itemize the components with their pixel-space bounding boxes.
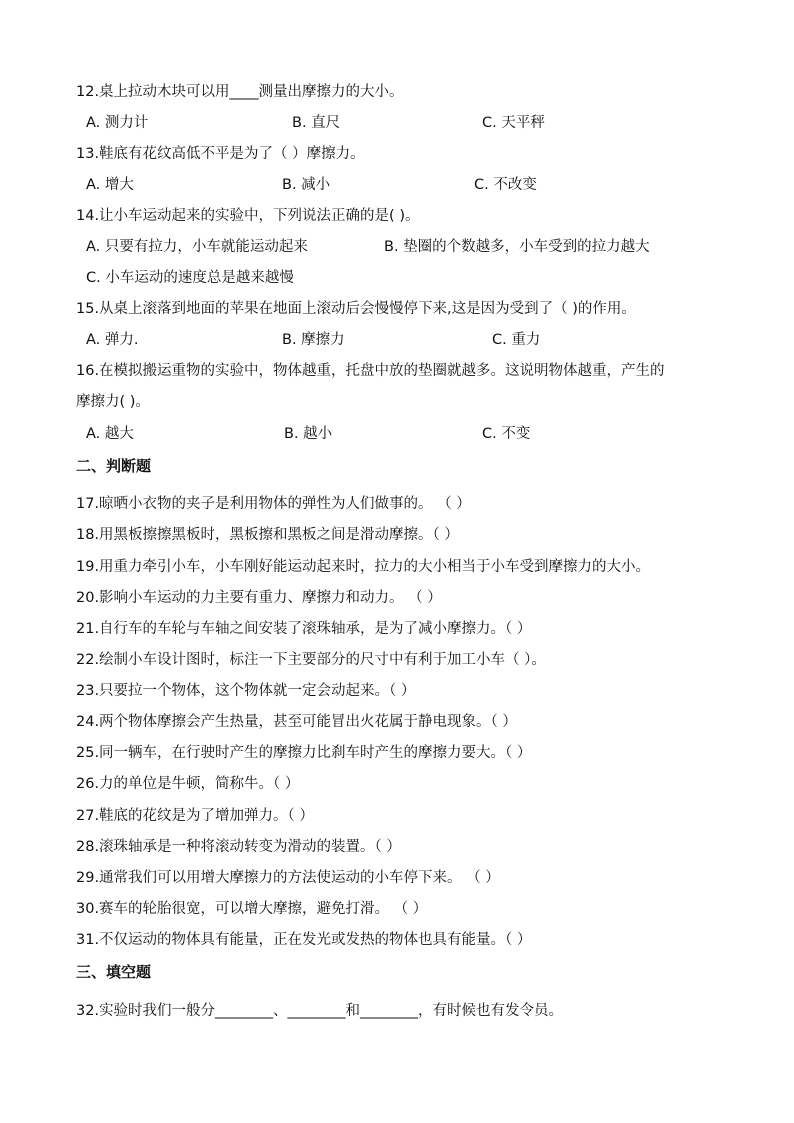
q15-option-c: C. 重力 bbox=[492, 332, 541, 348]
question-25: 25.同一辆车，在行驶时产生的摩擦力比刹车时产生的摩擦力要大。（ ） bbox=[76, 745, 532, 761]
question-27: 27.鞋底的花纹是为了增加弹力。（ ） bbox=[76, 808, 314, 824]
q16-option-c: C. 不变 bbox=[482, 426, 531, 442]
question-31: 31.不仅运动的物体具有能量，正在发光或发热的物体也具有能量。（ ） bbox=[76, 932, 532, 948]
q12-option-b: B. 直尺 bbox=[292, 115, 341, 131]
q13-option-a: A. 增大 bbox=[86, 177, 134, 193]
question-14: 14.让小车运动起来的实验中，下列说法正确的是( )。 bbox=[76, 208, 420, 224]
question-21: 21.自行车的车轮与车轴之间安装了滚珠轴承，是为了减小摩擦力。（ ） bbox=[76, 621, 532, 637]
question-18: 18.用黑板擦擦黑板时，黑板擦和黑板之间是滑动摩擦。（ ） bbox=[76, 527, 459, 543]
question-26: 26.力的单位是牛顿，简称牛。（ ） bbox=[76, 776, 300, 792]
q15-option-b: B. 摩擦力 bbox=[282, 332, 345, 348]
question-12: 12.桌上拉动木块可以用____测量出摩擦力的大小。 bbox=[76, 84, 404, 100]
section-heading-fill-blank: 三、填空题 bbox=[76, 963, 152, 981]
question-29: 29.通常我们可以用增大摩擦力的方法使运动的小车停下来。 （ ） bbox=[76, 870, 500, 886]
question-20: 20.影响小车运动的力主要有重力、摩擦力和动力。 （ ） bbox=[76, 590, 442, 606]
question-15: 15.从桌上滚落到地面的苹果在地面上滚动后会慢慢停下来,这是因为受到了（ )的作用。 bbox=[76, 301, 636, 317]
q16-option-b: B. 越小 bbox=[284, 426, 333, 442]
q13-option-c: C. 不改变 bbox=[474, 177, 537, 193]
question-19: 19.用重力牵引小车，小车刚好能运动起来时，拉力的大小相当于小车受到摩擦力的大小。 bbox=[76, 559, 651, 575]
q13-option-b: B. 减小 bbox=[282, 177, 331, 193]
q15-option-a: A. 弹力. bbox=[86, 332, 139, 348]
q12-option-c: C. 天平秤 bbox=[482, 115, 545, 131]
question-16-line1: 16.在模拟搬运重物的实验中，物体越重，托盘中放的垫圈就越多。这说明物体越重，产生的 bbox=[76, 363, 665, 379]
q12-option-a: A. 测力计 bbox=[86, 115, 149, 131]
question-22: 22.绘制小车设计图时，标注一下主要部分的尺寸中有利于加工小车（ ）。 bbox=[76, 652, 546, 668]
section-heading-judgement: 二、判断题 bbox=[76, 457, 152, 475]
q14-option-b: B. 垫圈的个数越多，小车受到的拉力越大 bbox=[384, 239, 650, 255]
q14-option-a: A. 只要有拉力，小车就能运动起来 bbox=[86, 239, 308, 255]
question-28: 28.滚珠轴承是一种将滚动转变为滑动的装置。（ ） bbox=[76, 839, 401, 855]
question-24: 24.两个物体摩擦会产生热量，甚至可能冒出火花属于静电现象。（ ） bbox=[76, 714, 517, 730]
question-23: 23.只要拉一个物体，这个物体就一定会动起来。（ ） bbox=[76, 683, 416, 699]
q16-option-a: A. 越大 bbox=[86, 426, 134, 442]
question-32: 32.实验时我们一般分________、________和________，有时候也有发令员。 bbox=[76, 1003, 564, 1019]
q14-option-c: C. 小车运动的速度总是越来越慢 bbox=[86, 270, 294, 286]
question-30: 30.赛车的轮胎很宽，可以增大摩擦，避免打滑。 （ ） bbox=[76, 901, 428, 917]
question-13: 13.鞋底有花纹高低不平是为了（ ）摩擦力。 bbox=[76, 146, 365, 162]
question-16-line2: 摩擦力( )。 bbox=[76, 394, 150, 410]
question-17: 17.晾晒小衣物的夹子是利用物体的弹性为人们做事的。 （ ） bbox=[76, 496, 471, 512]
